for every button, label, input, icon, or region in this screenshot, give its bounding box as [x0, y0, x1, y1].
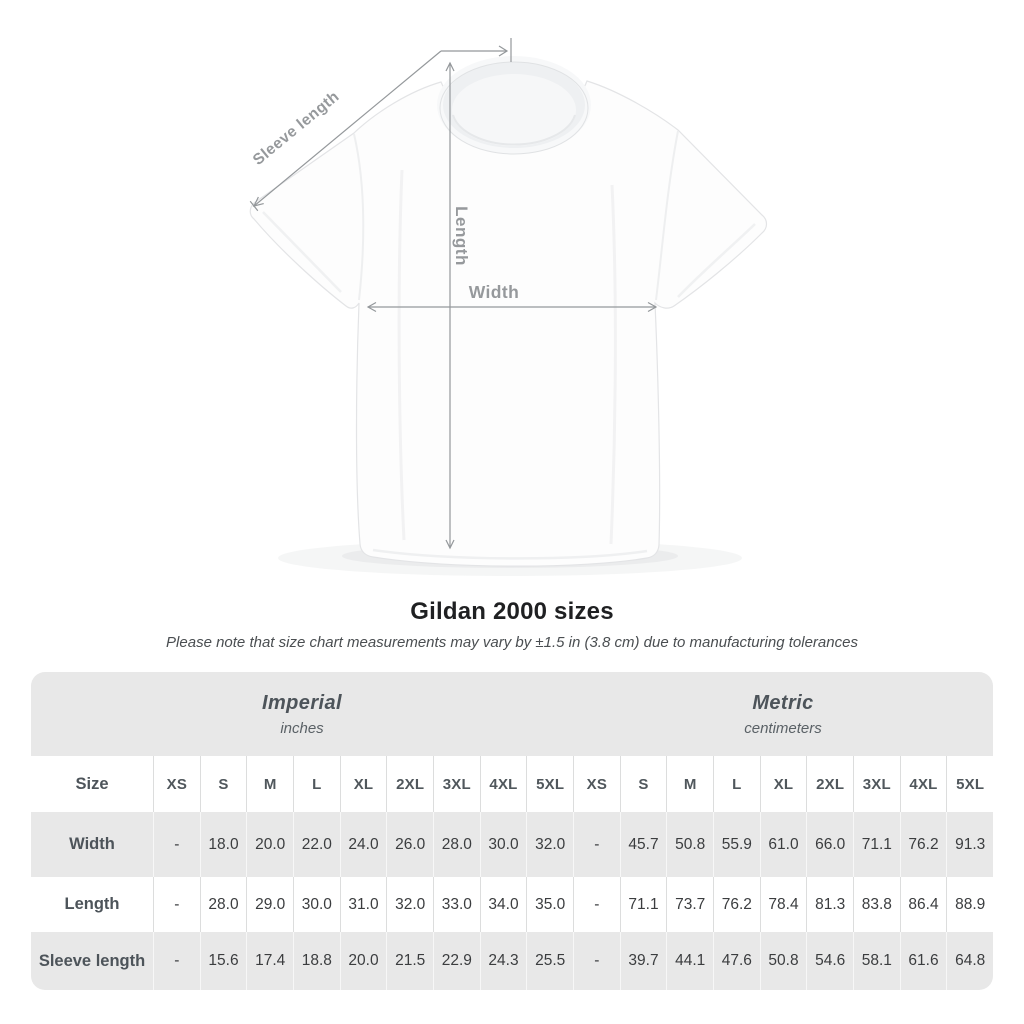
size-col-header: M	[666, 756, 713, 812]
measurement-value-cell: 29.0	[246, 877, 293, 932]
size-col-header: 2XL	[386, 756, 433, 812]
size-col-header: 4XL	[480, 756, 527, 812]
measurement-value-cell: 81.3	[806, 877, 853, 932]
measurement-value-cell: -	[573, 812, 620, 877]
measurement-value-cell: 20.0	[340, 932, 387, 990]
size-col-header: XL	[340, 756, 387, 812]
width-label: Width	[468, 282, 520, 302]
imperial-group-header	[31, 672, 573, 756]
metric-label: Metric	[752, 691, 814, 714]
measurement-value-cell: 20.0	[246, 812, 293, 877]
measurement-value-cell: 28.0	[433, 812, 480, 877]
measurement-value-cell: 22.9	[433, 932, 480, 990]
measurement-value-cell: 28.0	[200, 877, 247, 932]
measurement-value-cell: 30.0	[480, 812, 527, 877]
size-corner-label: Size	[75, 774, 109, 793]
measurement-value-cell: 71.1	[853, 812, 900, 877]
measurement-value-cell: 15.6	[200, 932, 247, 990]
measurement-value-cell: 32.0	[526, 812, 573, 877]
size-col-header: 5XL	[526, 756, 573, 812]
tolerance-note: Please note that size chart measurements may vary by ±1.5 in (3.8 cm) due to manufacturing tolerances	[166, 634, 858, 651]
measurement-value-cell: 58.1	[853, 932, 900, 990]
measurement-value-cell: 32.0	[386, 877, 433, 932]
measurement-value-cell: 17.4	[246, 932, 293, 990]
measurement-value-cell: 71.1	[620, 877, 667, 932]
measurement-value-cell: 83.8	[853, 877, 900, 932]
unit-header-row	[31, 672, 993, 756]
measurement-value-cell: -	[153, 812, 200, 877]
size-header-row	[31, 756, 993, 812]
measurement-value-cell: 61.6	[900, 932, 947, 990]
measurement-value-cell: -	[573, 932, 620, 990]
size-col-header: S	[620, 756, 667, 812]
measurement-value-cell: 24.0	[340, 812, 387, 877]
measurement-value-cell: 33.0	[433, 877, 480, 932]
measurement-value-cell: 76.2	[900, 812, 947, 877]
measurement-value-cell: 31.0	[340, 877, 387, 932]
measurement-value-cell: 61.0	[760, 812, 807, 877]
tshirt-measurement-diagram	[150, 20, 874, 600]
measurement-value-cell: 91.3	[946, 812, 993, 877]
size-col-header: S	[200, 756, 247, 812]
measurement-value-cell: 44.1	[666, 932, 713, 990]
size-col-header: M	[246, 756, 293, 812]
measurement-value-cell: 47.6	[713, 932, 760, 990]
size-col-header: XS	[573, 756, 620, 812]
measurement-value-cell: 78.4	[760, 877, 807, 932]
size-col-header: 3XL	[853, 756, 900, 812]
measurement-value-cell: 64.8	[946, 932, 993, 990]
measurement-value-cell: 54.6	[806, 932, 853, 990]
measurement-value-cell: 30.0	[293, 877, 340, 932]
measurement-row	[31, 932, 993, 990]
measurement-value-cell: -	[153, 877, 200, 932]
measurement-row	[31, 812, 993, 877]
measurement-value-cell: 76.2	[713, 877, 760, 932]
measurement-row-label: Length	[64, 895, 120, 913]
measurement-row	[31, 877, 993, 932]
length-label: Length	[452, 206, 471, 266]
measurement-value-cell: -	[573, 877, 620, 932]
imperial-label: Imperial	[262, 691, 342, 714]
size-col-header: L	[293, 756, 340, 812]
size-col-header: 2XL	[806, 756, 853, 812]
measurement-value-cell: 86.4	[900, 877, 947, 932]
tshirt-illustration	[150, 20, 874, 600]
metric-group-header	[573, 672, 993, 756]
imperial-unit-label: inches	[280, 719, 324, 737]
measurement-value-cell: 26.0	[386, 812, 433, 877]
measurement-value-cell: 24.3	[480, 932, 527, 990]
measurement-value-cell: 21.5	[386, 932, 433, 990]
measurement-value-cell: 25.5	[526, 932, 573, 990]
size-col-header: L	[713, 756, 760, 812]
collar	[440, 59, 588, 154]
measurement-value-cell: 18.0	[200, 812, 247, 877]
measurement-value-cell: 50.8	[760, 932, 807, 990]
size-col-header: XS	[153, 756, 200, 812]
tshirt-shape	[250, 59, 766, 566]
measurement-value-cell: 39.7	[620, 932, 667, 990]
measurement-value-cell: 73.7	[666, 877, 713, 932]
size-table	[31, 672, 993, 990]
size-col-header: XL	[760, 756, 807, 812]
size-table-body	[31, 812, 993, 990]
measurement-value-cell: 18.8	[293, 932, 340, 990]
measurement-value-cell: 88.9	[946, 877, 993, 932]
measurement-value-cell: 34.0	[480, 877, 527, 932]
measurement-value-cell: 66.0	[806, 812, 853, 877]
size-col-header: 3XL	[433, 756, 480, 812]
measurement-value-cell: -	[153, 932, 200, 990]
size-col-header: 5XL	[946, 756, 993, 812]
measurement-value-cell: 50.8	[666, 812, 713, 877]
metric-unit-label: centimeters	[744, 719, 822, 737]
measurement-value-cell: 55.9	[713, 812, 760, 877]
measurement-value-cell: 35.0	[526, 877, 573, 932]
measurement-row-label: Sleeve length	[38, 951, 146, 970]
measurement-row-label: Width	[69, 835, 115, 853]
sleeve-length-label: Sleeve length	[249, 87, 343, 169]
page-title: Gildan 2000 sizes	[410, 598, 614, 625]
measurement-value-cell: 22.0	[293, 812, 340, 877]
measurement-value-cell: 45.7	[620, 812, 667, 877]
size-col-header: 4XL	[900, 756, 947, 812]
